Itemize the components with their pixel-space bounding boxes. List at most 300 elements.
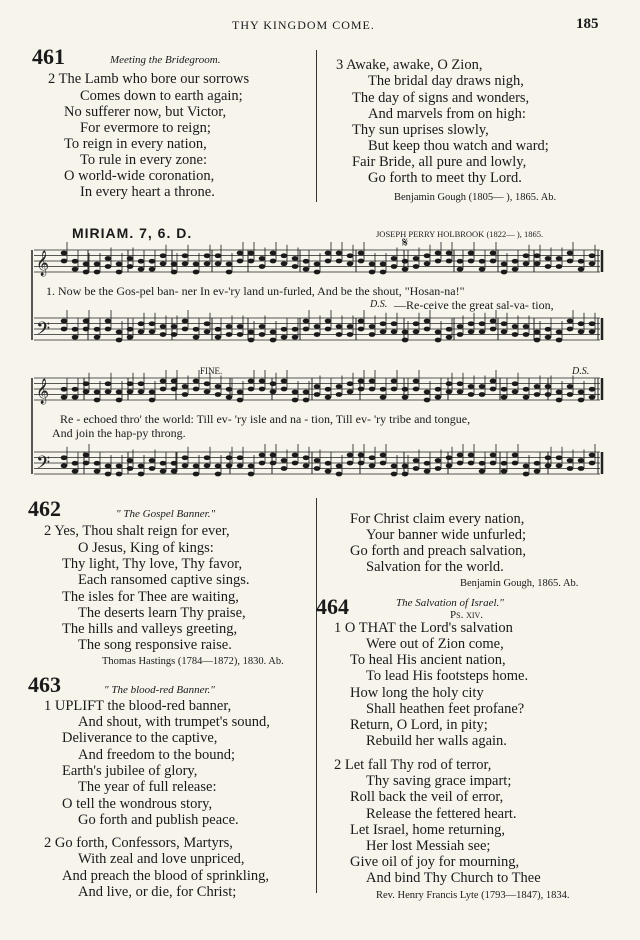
- note-head: [193, 327, 200, 332]
- note-head: [171, 461, 178, 466]
- note-head: [523, 464, 530, 469]
- verse-line: 3 Awake, awake, O Zion,: [336, 57, 483, 73]
- note-head: [545, 335, 552, 340]
- verse-line: 2 The Lamb who bore our sorrows: [48, 71, 250, 87]
- lyric-line-2: Re - echoed thro' the world: Till ev- 'ry isle and na - tion, Till ev- 'ry tribe and tongue,: [60, 412, 471, 426]
- note-head: [83, 270, 90, 275]
- note-head: [259, 256, 266, 261]
- note-head: [226, 262, 233, 267]
- note-head: [413, 387, 420, 392]
- note-head: [468, 392, 475, 397]
- note-head: [413, 264, 420, 269]
- note-head: [534, 392, 541, 397]
- note-head: [545, 392, 552, 397]
- note-head: [204, 455, 211, 460]
- note-head: [424, 253, 431, 258]
- note-head: [578, 267, 585, 272]
- note-head: [303, 455, 310, 460]
- note-head: [578, 466, 585, 471]
- note-head: [347, 261, 354, 266]
- note-head: [479, 461, 486, 466]
- verse-line: Salvation for the world.: [366, 559, 504, 575]
- note-head: [523, 332, 530, 337]
- note-head: [567, 259, 574, 264]
- note-head: [424, 327, 431, 332]
- note-head: [72, 267, 79, 272]
- note-head: [171, 379, 178, 384]
- verse-line: The isles for Thee are waiting,: [62, 589, 239, 605]
- note-head: [61, 455, 68, 460]
- note-head: [281, 335, 288, 340]
- note-head: [94, 398, 101, 403]
- note-head: [413, 458, 420, 463]
- note-head: [589, 387, 596, 392]
- note-head: [380, 321, 387, 326]
- note-head: [215, 327, 222, 332]
- note-head: [479, 329, 486, 334]
- note-head: [72, 387, 79, 392]
- note-head: [149, 321, 156, 326]
- note-head: [292, 398, 299, 403]
- note-head: [556, 330, 563, 335]
- note-head: [182, 455, 189, 460]
- note-head: [413, 256, 420, 261]
- note-head: [369, 455, 376, 460]
- note-head: [270, 453, 277, 458]
- note-head: [534, 384, 541, 389]
- note-head: [171, 469, 178, 474]
- note-head: [61, 327, 68, 332]
- note-head: [336, 384, 343, 389]
- note-head: [545, 256, 552, 261]
- note-head: [94, 335, 101, 340]
- note-head: [589, 321, 596, 326]
- note-head: [490, 259, 497, 264]
- note-head: [358, 461, 365, 466]
- note-head: [402, 472, 409, 477]
- note-head: [83, 453, 90, 458]
- note-head: [215, 261, 222, 266]
- note-head: [490, 387, 497, 392]
- note-head: [182, 384, 189, 389]
- note-head: [83, 262, 90, 267]
- note-head: [556, 390, 563, 395]
- note-head: [160, 387, 167, 392]
- verse-line: Go forth and publish peace.: [78, 812, 239, 828]
- verse-line: The deserts learn Thy praise,: [78, 605, 246, 621]
- note-head: [138, 389, 145, 394]
- note-head: [314, 262, 321, 267]
- note-head: [523, 261, 530, 266]
- note-head: [94, 390, 101, 395]
- note-head: [468, 321, 475, 326]
- note-head: [556, 256, 563, 261]
- note-head: [457, 332, 464, 337]
- note-head: [237, 332, 244, 337]
- note-head: [468, 461, 475, 466]
- note-head: [83, 381, 90, 386]
- page-number: 185: [576, 16, 599, 32]
- treble-clef: 𝄞: [36, 379, 50, 404]
- note-head: [479, 259, 486, 264]
- note-head: [193, 262, 200, 267]
- note-head: [468, 251, 475, 256]
- note-head: [215, 472, 222, 477]
- note-head: [391, 379, 398, 384]
- note-head: [435, 458, 442, 463]
- note-head: [61, 463, 68, 468]
- note-head: [512, 389, 519, 394]
- verse-line: No sufferer now, but Victor,: [64, 104, 227, 120]
- verse-line: To lead His footsteps home.: [366, 668, 529, 684]
- note-head: [259, 461, 266, 466]
- note-head: [589, 253, 596, 258]
- note-head: [501, 270, 508, 275]
- note-head: [248, 338, 255, 343]
- note-head: [270, 259, 277, 264]
- note-head: [193, 335, 200, 340]
- note-head: [358, 387, 365, 392]
- note-head: [226, 332, 233, 337]
- hymn-463-tune: " The blood-red Banner.": [104, 684, 215, 696]
- hymn-461-author: Benjamin Gough (1805— ), 1865. Ab.: [394, 192, 557, 203]
- note-head: [589, 453, 596, 458]
- note-head: [347, 453, 354, 458]
- note-head: [226, 463, 233, 468]
- verse-line: Rebuild her walls again.: [366, 733, 507, 749]
- note-head: [171, 387, 178, 392]
- note-head: [160, 324, 167, 329]
- note-head: [567, 327, 574, 332]
- note-head: [237, 463, 244, 468]
- note-head: [127, 264, 134, 269]
- note-head: [479, 267, 486, 272]
- hymn-464-tune: The Salvation of Israel.": [396, 597, 504, 609]
- note-head: [215, 335, 222, 340]
- note-head: [369, 463, 376, 468]
- verse-line: 1 UPLIFT the blood-red banner,: [44, 698, 232, 714]
- note-head: [468, 259, 475, 264]
- verse-line: Your banner wide unfurled;: [366, 527, 527, 543]
- note-head: [160, 261, 167, 266]
- ds-label: D.S.: [370, 299, 388, 310]
- note-head: [512, 259, 519, 264]
- note-head: [567, 251, 574, 256]
- note-head: [578, 458, 585, 463]
- note-head: [424, 390, 431, 395]
- note-head: [226, 395, 233, 400]
- column-divider: [316, 498, 317, 893]
- note-head: [127, 458, 134, 463]
- note-head: [402, 259, 409, 264]
- note-head: [314, 384, 321, 389]
- note-head: [325, 461, 332, 466]
- note-head: [193, 387, 200, 392]
- note-head: [556, 455, 563, 460]
- note-head: [534, 469, 541, 474]
- note-head: [215, 464, 222, 469]
- hymn-462-number: 462: [28, 496, 61, 521]
- note-head: [248, 259, 255, 264]
- note-head: [171, 270, 178, 275]
- note-head: [512, 453, 519, 458]
- note-head: [61, 387, 68, 392]
- note-head: [490, 379, 497, 384]
- verse-line: Thy light, Thy love, Thy favor,: [62, 556, 243, 572]
- note-head: [435, 330, 442, 335]
- note-head: [545, 264, 552, 269]
- note-head: [303, 327, 310, 332]
- note-head: [435, 338, 442, 343]
- note-head: [237, 259, 244, 264]
- note-head: [127, 327, 134, 332]
- note-head: [303, 398, 310, 403]
- note-head: [369, 262, 376, 267]
- note-head: [116, 330, 123, 335]
- note-head: [523, 324, 530, 329]
- note-head: [402, 464, 409, 469]
- note-head: [380, 453, 387, 458]
- note-head: [281, 253, 288, 258]
- verse-line: And marvels from on high:: [368, 106, 526, 122]
- note-head: [391, 329, 398, 334]
- segno-sign: 𝄋: [402, 236, 409, 251]
- note-head: [545, 327, 552, 332]
- note-head: [171, 262, 178, 267]
- note-head: [138, 464, 145, 469]
- verse-line: And live, or die, for Christ;: [78, 884, 237, 900]
- note-head: [127, 466, 134, 471]
- verse-line: The day of signs and wonders,: [352, 90, 530, 106]
- note-head: [204, 321, 211, 326]
- note-head: [336, 259, 343, 264]
- note-head: [512, 461, 519, 466]
- note-head: [336, 324, 343, 329]
- treble-clef: 𝄞: [36, 251, 50, 276]
- note-head: [83, 319, 90, 324]
- verse-line: 2 Let fall Thy rod of terror,: [334, 757, 492, 773]
- note-head: [556, 463, 563, 468]
- note-head: [105, 464, 112, 469]
- note-head: [490, 327, 497, 332]
- note-head: [248, 251, 255, 256]
- note-head: [215, 384, 222, 389]
- lyric-line-1: 1. Now be the Gos-pel ban- ner In ev-'ry land un-furled, And be the shout, "Hosan-na!": [46, 284, 465, 298]
- note-head: [413, 379, 420, 384]
- note-head: [336, 392, 343, 397]
- verse-line: How long the holy city: [350, 685, 484, 701]
- note-head: [347, 381, 354, 386]
- note-head: [237, 455, 244, 460]
- note-head: [72, 335, 79, 340]
- lyric-line-3: And join the hap-py throng.: [52, 426, 186, 440]
- note-head: [270, 381, 277, 386]
- note-head: [358, 259, 365, 264]
- note-head: [193, 379, 200, 384]
- note-head: [149, 259, 156, 264]
- note-head: [94, 461, 101, 466]
- note-head: [105, 256, 112, 261]
- composer: JOSEPH PERRY HOLBROOK (1822— ), 1865.: [376, 229, 544, 239]
- verse-line: For Christ claim every nation,: [350, 511, 525, 527]
- verse-line: And freedom to the bound;: [78, 747, 236, 763]
- note-head: [292, 327, 299, 332]
- note-head: [182, 392, 189, 397]
- note-head: [314, 458, 321, 463]
- hymn-464-number: 464: [316, 594, 349, 619]
- note-head: [61, 319, 68, 324]
- note-head: [292, 256, 299, 261]
- note-head: [589, 395, 596, 400]
- note-head: [402, 330, 409, 335]
- note-head: [303, 267, 310, 272]
- note-head: [193, 464, 200, 469]
- note-head: [490, 319, 497, 324]
- note-head: [413, 466, 420, 471]
- note-head: [237, 324, 244, 329]
- note-head: [127, 381, 134, 386]
- note-head: [512, 267, 519, 272]
- verse-line: And shout, with trumpet's sound,: [78, 714, 270, 730]
- note-head: [204, 463, 211, 468]
- verse-line: Were out of Zion come,: [366, 636, 504, 652]
- note-head: [303, 390, 310, 395]
- tune-name: MIRIAM. 7, 6. D.: [72, 225, 193, 241]
- note-head: [270, 389, 277, 394]
- note-head: [138, 381, 145, 386]
- note-head: [72, 469, 79, 474]
- verse-line: Go forth and preach salvation,: [350, 543, 526, 559]
- note-head: [391, 264, 398, 269]
- note-head: [248, 379, 255, 384]
- note-head: [325, 469, 332, 474]
- note-head: [567, 466, 574, 471]
- note-head: [105, 472, 112, 477]
- verse-line: To heal His ancient nation,: [350, 652, 506, 668]
- note-head: [347, 332, 354, 337]
- note-head: [182, 261, 189, 266]
- verse-line: 1 O THAT the Lord's salvation: [334, 620, 513, 636]
- hymn-462-author2: Benjamin Gough, 1865. Ab.: [460, 578, 579, 589]
- note-head: [138, 472, 145, 477]
- note-head: [435, 251, 442, 256]
- note-head: [358, 453, 365, 458]
- note-head: [336, 251, 343, 256]
- note-head: [171, 324, 178, 329]
- note-head: [72, 395, 79, 400]
- verse-line: Each ransomed captive sings.: [78, 572, 250, 588]
- note-head: [391, 321, 398, 326]
- note-head: [413, 321, 420, 326]
- note-head: [127, 335, 134, 340]
- note-head: [116, 464, 123, 469]
- note-head: [501, 395, 508, 400]
- note-head: [369, 270, 376, 275]
- note-head: [325, 387, 332, 392]
- verse-line: Go forth to meet thy Lord.: [368, 170, 522, 186]
- note-head: [204, 261, 211, 266]
- note-head: [292, 461, 299, 466]
- verse-line: 2 Yes, Thou shalt reign for ever,: [44, 523, 230, 539]
- note-head: [523, 387, 530, 392]
- note-head: [556, 338, 563, 343]
- note-head: [336, 332, 343, 337]
- note-head: [490, 453, 497, 458]
- note-head: [270, 461, 277, 466]
- note-head: [369, 387, 376, 392]
- note-head: [578, 259, 585, 264]
- note-head: [160, 253, 167, 258]
- note-head: [226, 270, 233, 275]
- note-head: [127, 256, 134, 261]
- note-head: [589, 461, 596, 466]
- note-head: [490, 251, 497, 256]
- note-head: [347, 253, 354, 258]
- verse-line: To reign in every nation,: [64, 136, 207, 152]
- note-head: [204, 381, 211, 386]
- note-head: [391, 256, 398, 261]
- fine-mark: FINE.: [200, 366, 223, 376]
- note-head: [72, 461, 79, 466]
- note-head: [380, 395, 387, 400]
- note-head: [446, 335, 453, 340]
- note-head: [369, 324, 376, 329]
- note-head: [94, 270, 101, 275]
- note-head: [446, 389, 453, 394]
- note-head: [424, 319, 431, 324]
- running-title: THY KINGDOM COME.: [232, 18, 375, 32]
- note-head: [512, 324, 519, 329]
- note-head: [105, 264, 112, 269]
- note-head: [281, 379, 288, 384]
- note-head: [61, 251, 68, 256]
- verse-line: But keep thou watch and ward;: [368, 138, 549, 154]
- verse-line: Shall heathen feet profane?: [366, 701, 525, 717]
- note-head: [204, 253, 211, 258]
- note-head: [358, 251, 365, 256]
- verse-line: Fair Bride, all pure and lowly,: [352, 154, 527, 170]
- note-head: [424, 461, 431, 466]
- note-head: [182, 327, 189, 332]
- verse-line: Earth's jubilee of glory,: [62, 763, 198, 779]
- note-head: [457, 381, 464, 386]
- note-head: [358, 319, 365, 324]
- verse-line: O world-wide coronation,: [64, 168, 215, 184]
- note-head: [149, 466, 156, 471]
- note-head: [149, 267, 156, 272]
- note-head: [248, 464, 255, 469]
- note-head: [314, 332, 321, 337]
- note-head: [193, 472, 200, 477]
- note-head: [435, 387, 442, 392]
- note-head: [380, 270, 387, 275]
- note-head: [259, 324, 266, 329]
- note-head: [105, 381, 112, 386]
- note-head: [501, 469, 508, 474]
- note-head: [314, 466, 321, 471]
- note-head: [149, 458, 156, 463]
- note-head: [523, 395, 530, 400]
- note-head: [435, 395, 442, 400]
- note-head: [534, 261, 541, 266]
- note-head: [457, 259, 464, 264]
- note-head: [391, 464, 398, 469]
- note-head: [281, 327, 288, 332]
- note-head: [578, 321, 585, 326]
- note-head: [270, 338, 277, 343]
- note-head: [116, 398, 123, 403]
- note-head: [336, 472, 343, 477]
